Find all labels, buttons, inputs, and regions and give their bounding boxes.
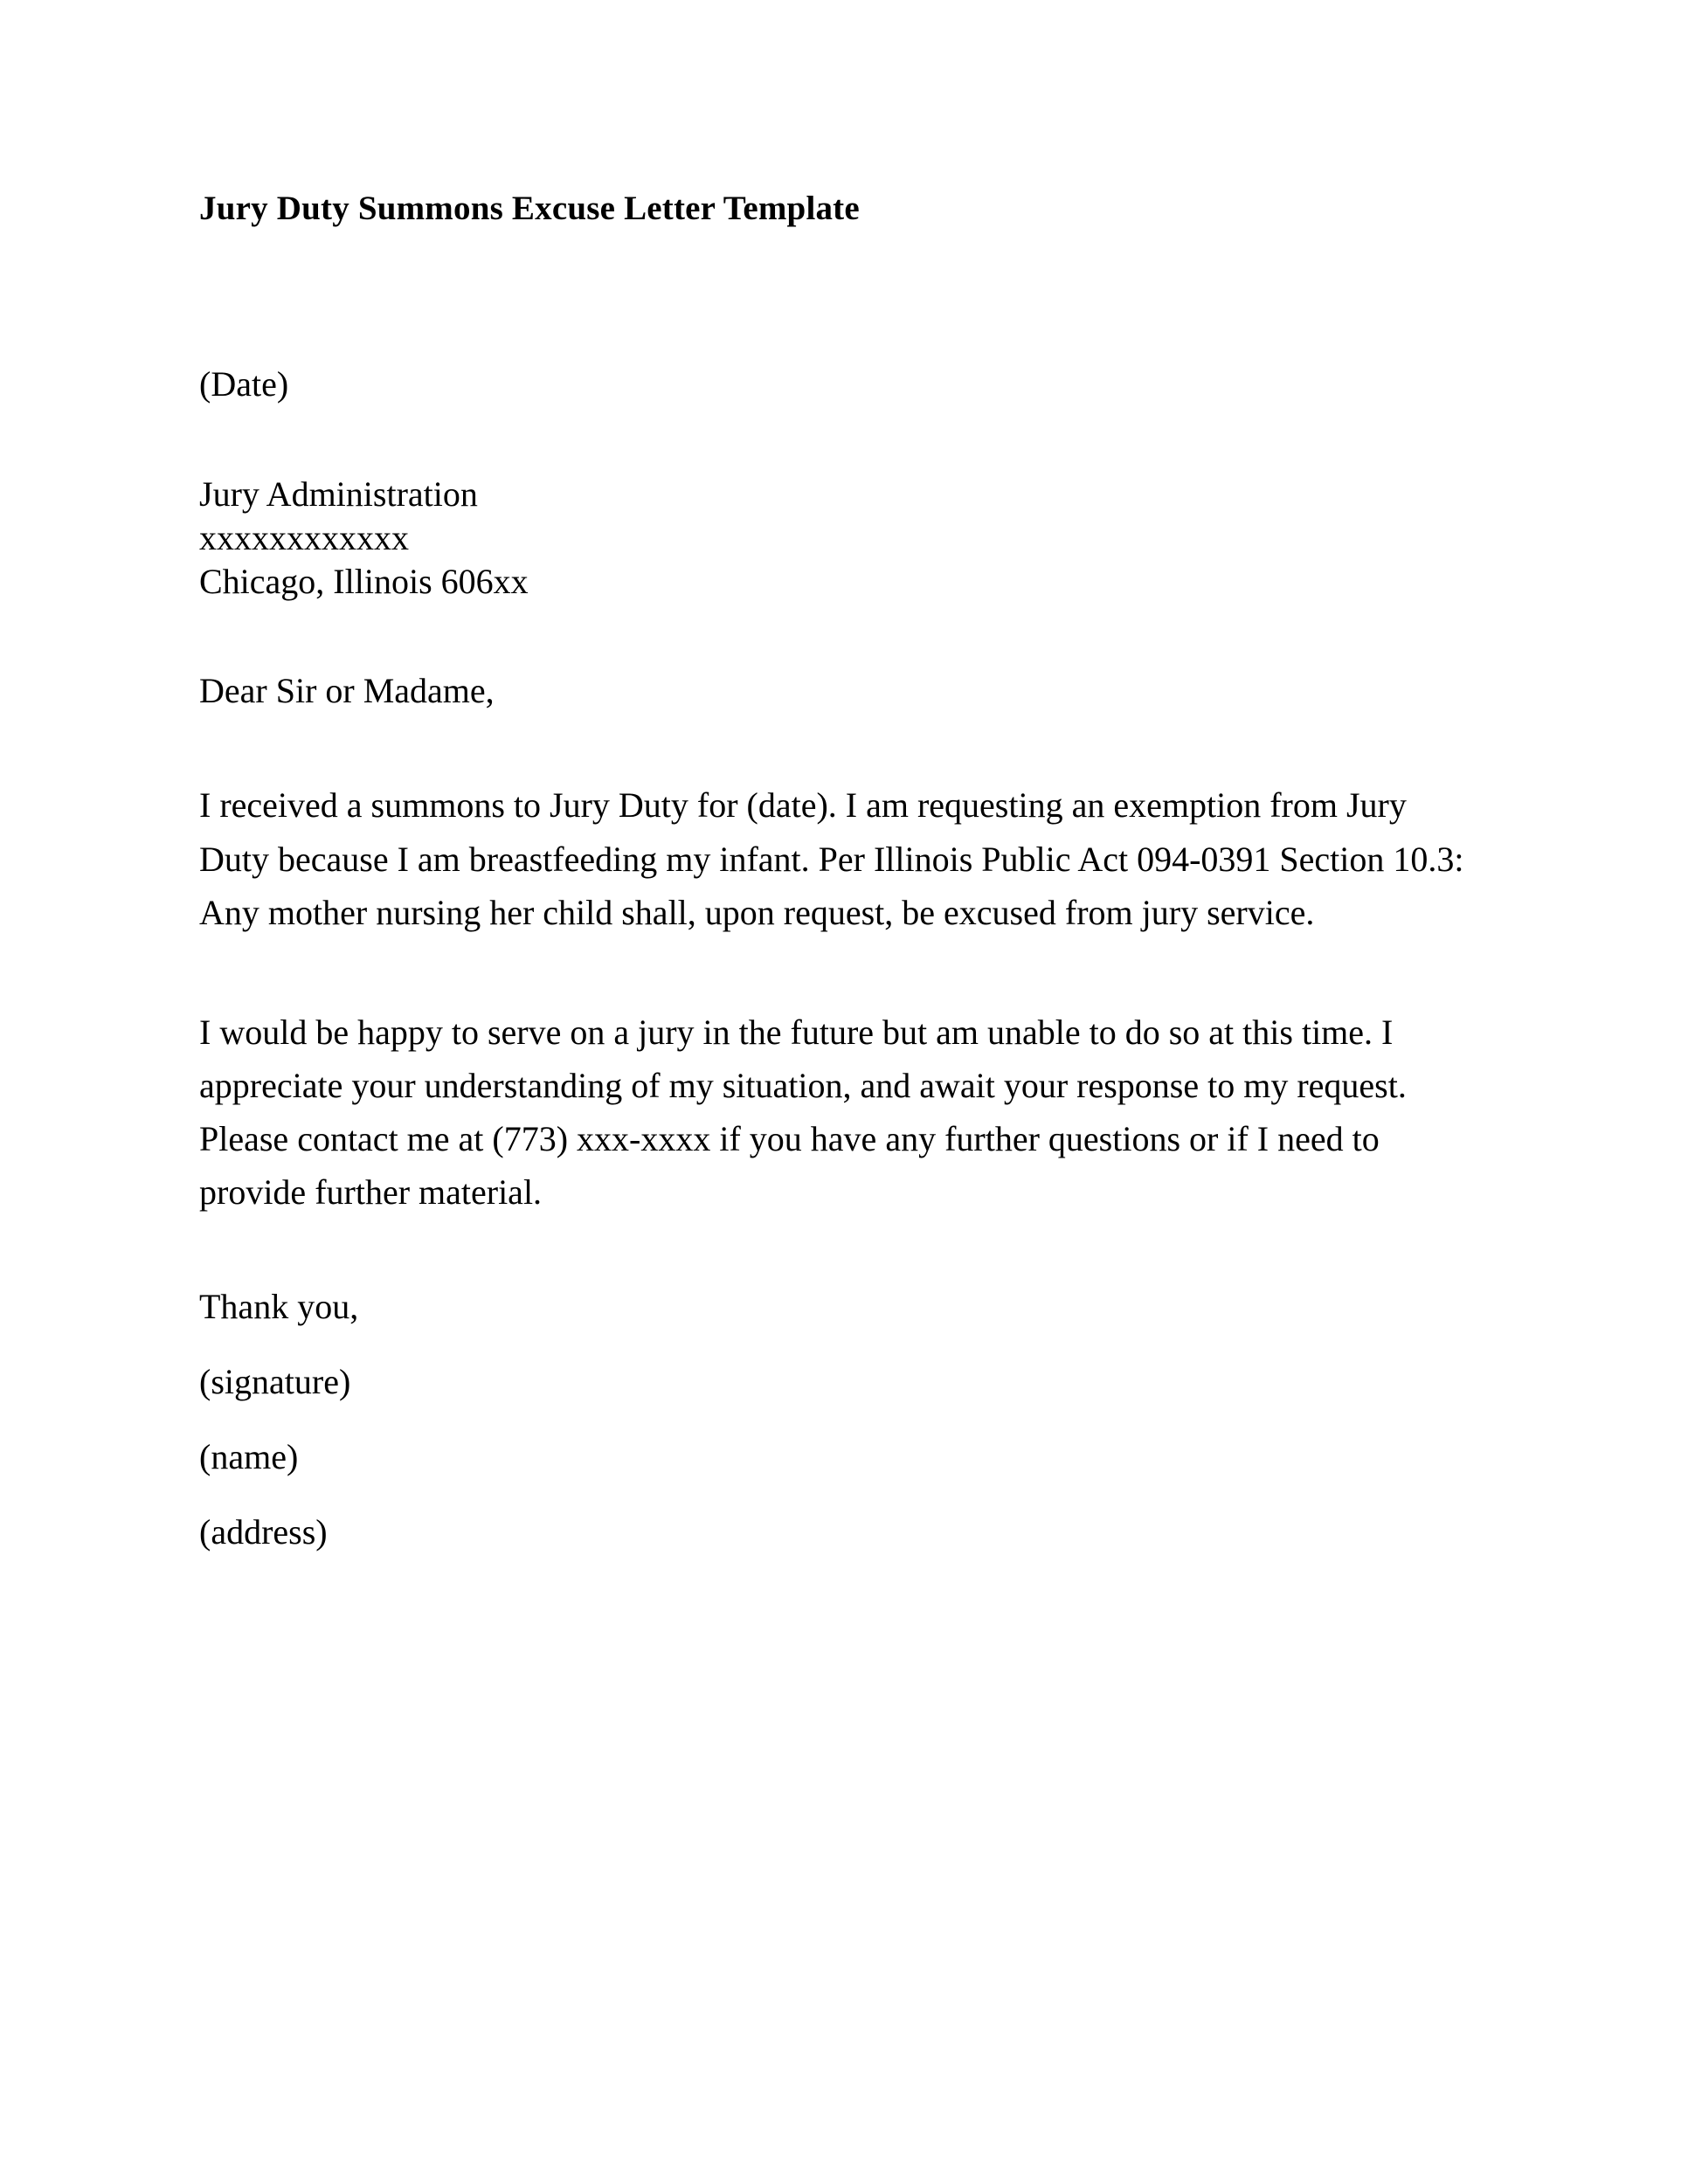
page-title: Jury Duty Summons Excuse Letter Template (199, 190, 860, 227)
salutation: Dear Sir or Madame, (199, 670, 495, 710)
spacer-after-title (199, 231, 1492, 363)
spacer-between-paragraphs (199, 939, 1492, 1006)
address-placeholder: (address) (199, 1511, 328, 1552)
closing-block (199, 1286, 1492, 1553)
recipient-city-state-zip: Chicago, Illinois 606xx (199, 561, 529, 601)
name-placeholder: (name) (199, 1436, 299, 1476)
spacer-after-date (199, 406, 1492, 473)
body-paragraph-1: I received a summons to Jury Duty for (date). I am requesting an exemption from Jury Duty because I am breastfeeding my infant. Per Illinois Public Act 094-0391 Section 10.3: Any mother nursing her child shall, upon request, be excused from jury service. (199, 785, 1464, 932)
recipient-name: Jury Administration (199, 473, 478, 514)
date-placeholder: (Date) (199, 363, 289, 404)
spacer-after-salutation (199, 712, 1492, 778)
spacer-after-address (199, 604, 1492, 670)
recipient-address-block (199, 473, 1492, 604)
signature-placeholder: (signature) (199, 1361, 351, 1401)
letter-body (199, 188, 1492, 1586)
closing-line: Thank you, (199, 1286, 359, 1326)
recipient-street: xxxxxxxxxxxx (199, 517, 409, 557)
spacer-before-closing (199, 1220, 1492, 1286)
body-paragraph-2: I would be happy to serve on a jury in the future but am unable to do so at this time. I appreciate your understanding of my situation, and await your response to my request. Please contact me at (773) xxx-xxxx if you have any further questions or if I need to provide further material. (199, 1012, 1407, 1213)
